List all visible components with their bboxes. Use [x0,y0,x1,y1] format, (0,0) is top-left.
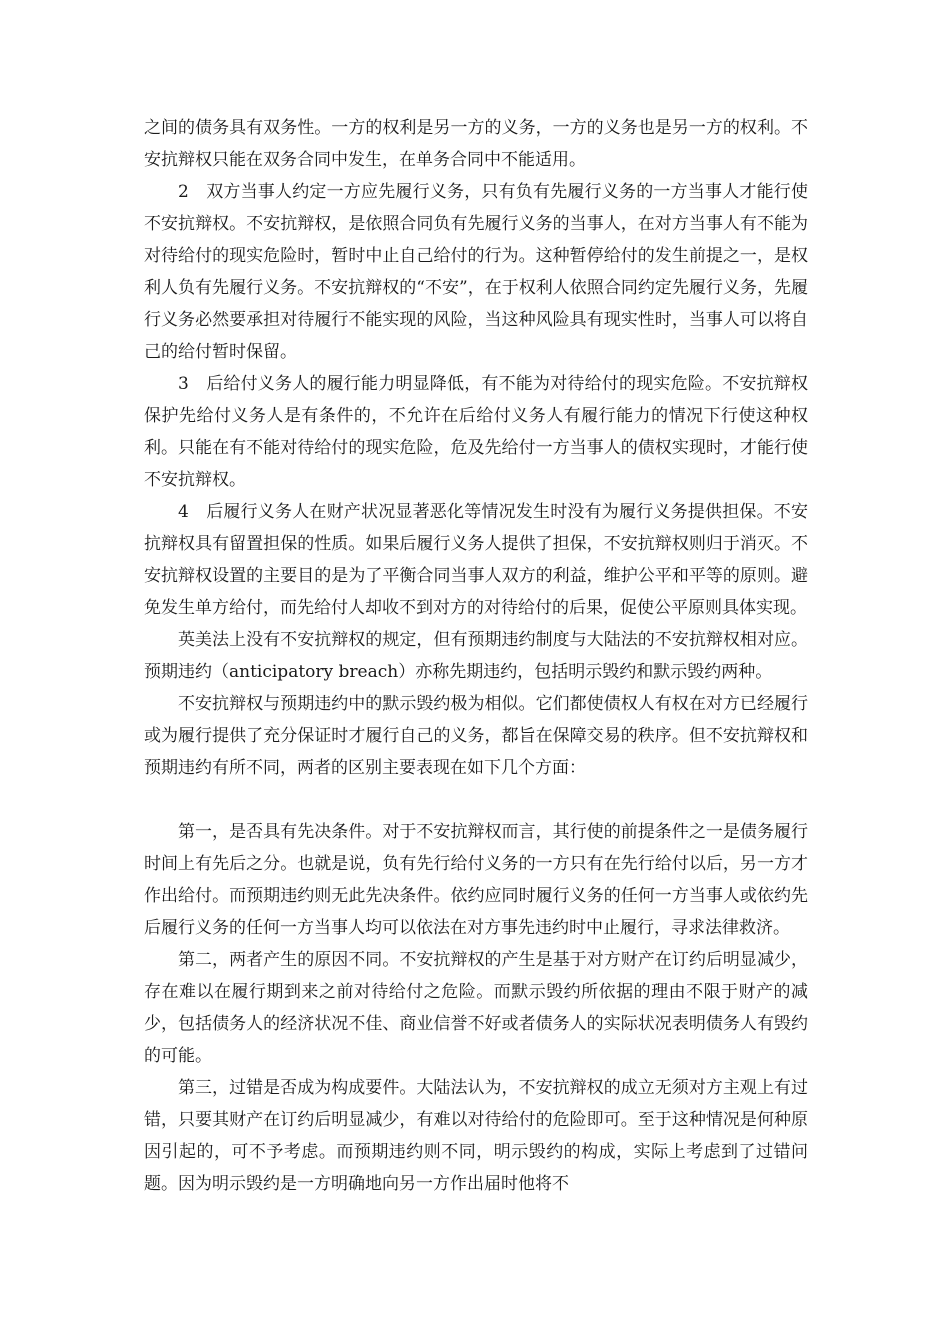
paragraph-bilateral-obligation: 之间的债务具有双务性。一方的权利是另一方的义务，一方的义务也是另一方的权利。不安抗辩权只能在双务合同中发生，在单务合同中不能适用。 [144,118,808,170]
blank-line [144,784,808,816]
paragraph-item-3: 3 后给付义务人的履行能力明显降低，有不能为对待给付的现实危险。不安抗辩权保护先给付义务人是有条件的，不允许在后给付义务人有履行能力的情况下行使这种权利。只能在有不能对待给付的现实危险，危及先给付一方当事人的债权实现时，才能行使不安抗辩权。 [144,374,808,490]
paragraph-difference-second: 第二，两者产生的原因不同。不安抗辩权的产生是基于对方财产在订约后明显减少，存在难以在履行期到来之前对待给付之危险。而默示毁约所依据的理由不限于财产的减少，包括债务人的经济状况不佳、商业信誉不好或者债务人的实际状况表明债务人有毁约的可能。 [144,950,808,1066]
paragraph-comparison-intro: 不安抗辩权与预期违约中的默示毁约极为相似。它们都使债权人有权在对方已经履行或为履行提供了充分保证时才履行自己的义务，都旨在保障交易的秩序。但不安抗辩权和预期违约有所不同，两者的区别主要表现在如下几个方面： [144,694,808,778]
document-page [144,112,808,1200]
paragraph-difference-third: 第三，过错是否成为构成要件。大陆法认为，不安抗辩权的成立无须对方主观上有过错，只要其财产在订约后明显减少，有难以对待给付的危险即可。至于这种情况是何种原因引起的，可不予考虑。而预期违约则不同，明示毁约的构成，实际上考虑到了过错问题。因为明示毁约是一方明确地向另一方作出届时他将不 [144,1078,808,1194]
paragraph-anglo-american-law: 英美法上没有不安抗辩权的规定，但有预期违约制度与大陆法的不安抗辩权相对应。预期违约（anticipatory breach）亦称先期违约，包括明示毁约和默示毁约两种。 [144,630,808,682]
paragraph-item-4: 4 后履行义务人在财产状况显著恶化等情况发生时没有为履行义务提供担保。不安抗辩权具有留置担保的性质。如果后履行义务人提供了担保，不安抗辩权则归于消灭。不安抗辩权设置的主要目的是为了平衡合同当事人双方的利益，维护公平和平等的原则。避免发生单方给付，而先给付人却收不到对方的对待给付的后果，促使公平原则具体实现。 [144,502,808,618]
paragraph-item-2: 2 双方当事人约定一方应先履行义务，只有负有先履行义务的一方当事人才能行使不安抗辩权。不安抗辩权，是依照合同负有先履行义务的当事人，在对方当事人有不能为对待给付的现实危险时，暂时中止自己给付的行为。这种暂停给付的发生前提之一，是权利人负有先履行义务。不安抗辩权的“不安”，在于权利人依照合同约定先履行义务，先履行义务必然要承担对待履行不能实现的风险，当这种风险具有现实性时，当事人可以将自己的给付暂时保留。 [144,182,808,362]
paragraph-difference-first: 第一，是否具有先决条件。对于不安抗辩权而言，其行使的前提条件之一是债务履行时间上有先后之分。也就是说，负有先行给付义务的一方只有在先行给付以后，另一方才作出给付。而预期违约则无此先决条件。依约应同时履行义务的任何一方当事人或依约先后履行义务的任何一方当事人均可以依法在对方事先违约时中止履行，寻求法律救济。 [144,822,808,938]
